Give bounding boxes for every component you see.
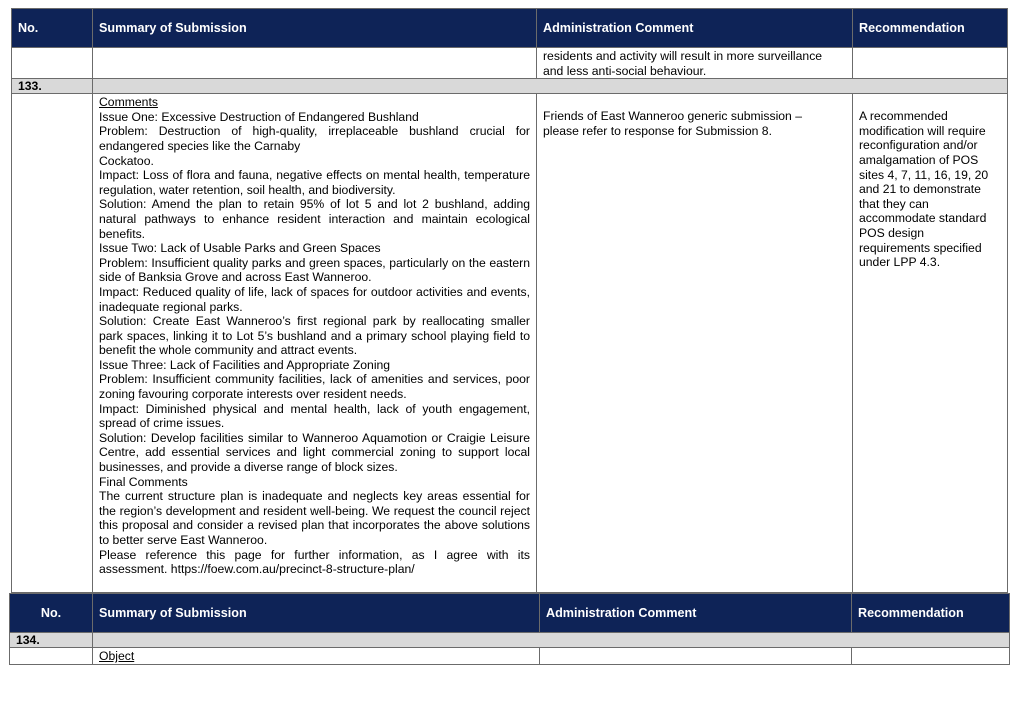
- header-no: No.: [10, 594, 93, 633]
- header-admin-comment: Administration Comment: [540, 594, 852, 633]
- admin-line: Friends of East Wanneroo generic submission –: [543, 109, 802, 124]
- recommendation-line: requirements specified: [859, 240, 982, 255]
- recommendation-line: A recommended: [859, 109, 948, 124]
- submission-admin-cell: [537, 94, 853, 593]
- recommendation-line: and 21 to demonstrate: [859, 182, 981, 197]
- summary-line: Please reference this page for further information, as I agree with its assessment. https://foew.com.au/precinct-8-structure-plan/: [99, 547, 530, 577]
- submission-summary-cell: [93, 648, 540, 665]
- header-summary: Summary of Submission: [93, 594, 540, 633]
- submission-row: [12, 94, 1008, 593]
- header-summary: Summary of Submission: [93, 9, 537, 48]
- summary-line: The current structure plan is inadequate and neglects key areas essential for the region’s development and resident well-being. We request the council reject this proposal and consider a revised plan that incorporates the above solutions to better serve East Wanneroo.: [99, 489, 530, 547]
- submission-number: 134.: [10, 633, 93, 648]
- summary-line: Problem: Destruction of high-quality, irreplaceable bushland crucial for endangered species like the Carnaby: [99, 124, 530, 153]
- header-recommendation: Recommendation: [853, 9, 1008, 48]
- table-header-row: [10, 594, 1010, 633]
- submission-number-filler: [93, 633, 1010, 648]
- submission-admin-cell: [540, 648, 852, 665]
- summary-line: Problem: Insufficient quality parks and green spaces, particularly on the eastern side of Banksia Grove and across East Wanneroo.: [99, 255, 530, 285]
- recommendation-line: sites 4, 7, 11, 16, 19, 20: [859, 167, 989, 182]
- submission-recommendation-cell: [853, 94, 1008, 593]
- submission-no-cell: [12, 94, 93, 593]
- continued-recommendation-cell: [853, 48, 1008, 79]
- summary-line: Issue Three: Lack of Facilities and Appropriate Zoning: [99, 357, 391, 372]
- submissions-table: [11, 8, 1008, 593]
- continued-summary-cell: [93, 48, 537, 79]
- submission-recommendation-cell: [852, 648, 1010, 665]
- recommendation-line: under LPP 4.3.: [859, 255, 941, 270]
- header-no: No.: [12, 9, 93, 48]
- summary-line: Solution: Create East Wanneroo’s first regional park by reallocating smaller park spaces, linking it to Lot 5’s bushland and a primary school playing field to benefit the whole community and attract events.: [99, 314, 530, 358]
- recommendation-line: accommodate standard: [859, 211, 987, 226]
- object-heading: Object: [99, 649, 135, 663]
- submission-number-filler: [93, 79, 1008, 94]
- summary-line: Cockatoo.: [99, 153, 154, 168]
- recommendation-line: reconfiguration and/or: [859, 138, 978, 153]
- submissions-table-continued: [9, 593, 1010, 665]
- recommendation-line: POS design: [859, 225, 925, 240]
- summary-line: Issue Two: Lack of Usable Parks and Green Spaces: [99, 241, 381, 256]
- summary-line: Problem: Insufficient community facilities, lack of amenities and services, poor zoning favouring corporate interests over resident needs.: [99, 372, 530, 402]
- continued-row: [12, 48, 1008, 79]
- submission-no-cell: [10, 648, 93, 665]
- summary-line: Impact: Loss of flora and fauna, negative effects on mental health, temperature regulation, water retention, soil health, and biodiversity.: [99, 168, 530, 197]
- header-recommendation: Recommendation: [852, 594, 1010, 633]
- summary-line: Solution: Amend the plan to retain 95% of lot 5 and lot 2 bushland, adding natural pathways to enhance resident interaction and maintain ecological benefits.: [99, 197, 530, 241]
- summary-line: Issue One: Excessive Destruction of Endangered Bushland: [99, 109, 419, 124]
- admin-line: and less anti-social behaviour.: [543, 63, 707, 78]
- submission-number-row: [12, 79, 1008, 94]
- summary-line: Solution: Develop facilities similar to Wanneroo Aquamotion or Craigie Leisure Centre, add essential services and light commercial zoning to support local businesses, and provide a diverse range of block sizes.: [99, 430, 530, 475]
- summary-line: Impact: Reduced quality of life, lack of spaces for outdoor activities and events, inadequate regional parks.: [99, 284, 530, 314]
- summary-line: Impact: Diminished physical and mental health, lack of youth engagement, spread of crime issues.: [99, 401, 530, 431]
- continued-no-cell: [12, 48, 93, 79]
- submission-number: 133.: [12, 79, 93, 94]
- comments-heading: Comments: [99, 95, 158, 110]
- summary-line: Final Comments: [99, 474, 188, 489]
- recommendation-line: modification will require: [859, 123, 986, 138]
- continued-admin-cell: [537, 48, 853, 79]
- submission-summary-cell: [93, 94, 537, 593]
- admin-line: residents and activity will result in more surveillance: [543, 49, 823, 63]
- recommendation-line: amalgamation of POS: [859, 152, 979, 167]
- submission-number-row: [10, 633, 1010, 648]
- recommendation-line: that they can: [859, 196, 929, 211]
- admin-line: please refer to response for Submission 8.: [543, 123, 772, 138]
- submission-row: [10, 648, 1010, 665]
- table-header-row: [12, 9, 1008, 48]
- header-admin-comment: Administration Comment: [537, 9, 853, 48]
